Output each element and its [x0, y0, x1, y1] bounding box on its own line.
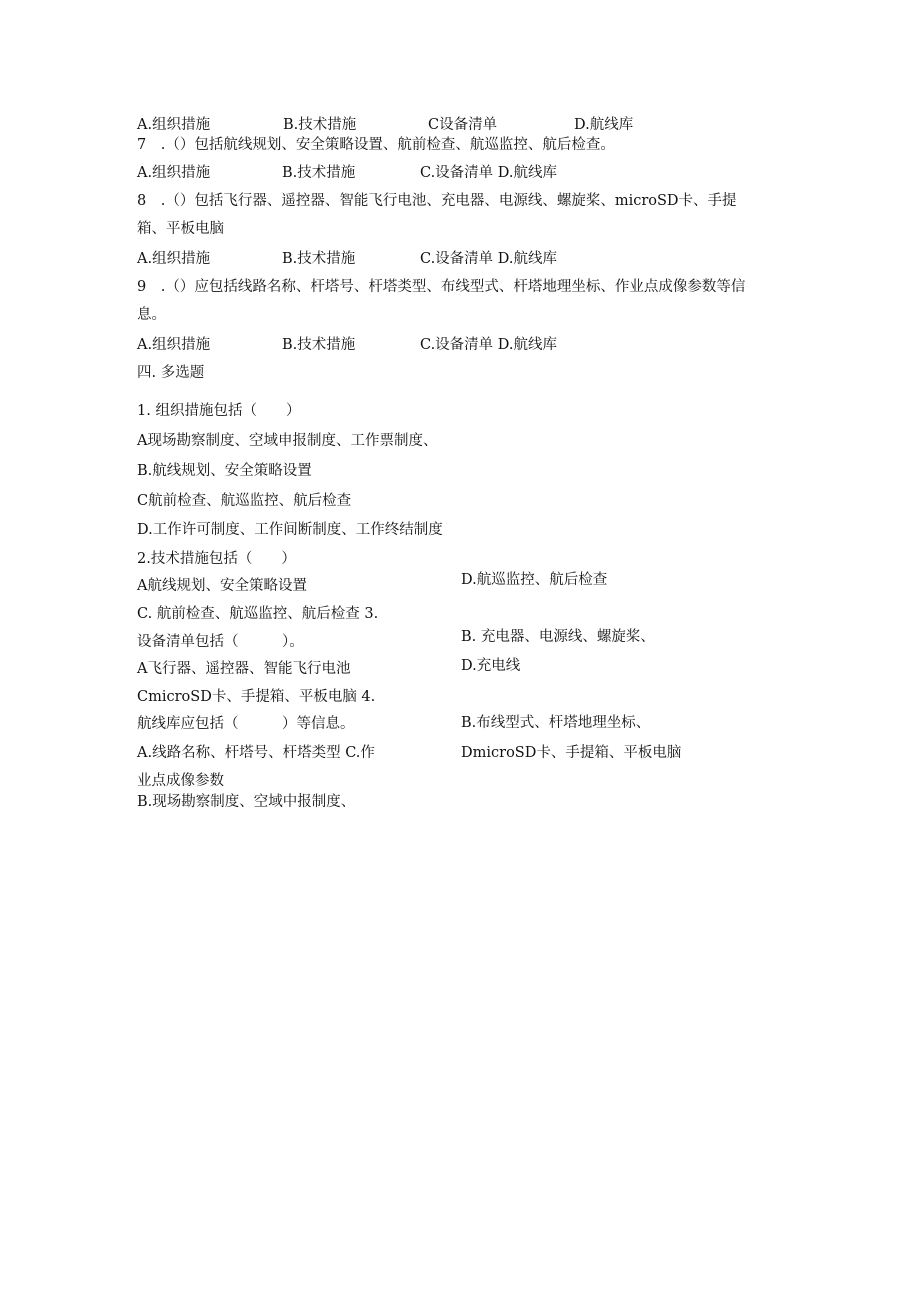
m4-stem: 航线库应包括（ ）等信息。 — [137, 716, 355, 732]
q7-option-cd: C.设备清单 D.航线库 — [420, 165, 558, 181]
m2-stem: 2.技术措施包括（ ） — [137, 551, 296, 567]
q8-stem-line1: 8 .（）包括飞行器、遥控器、智能飞行电池、充电器、电源线、螺旋桨、microSD卡、手提 — [137, 193, 737, 209]
m1-option-b: B.航线规划、安全策略设置 — [137, 463, 312, 479]
section-heading: 四. 多选题 — [137, 365, 205, 381]
q9-option-a: A.组织措施 — [137, 337, 211, 353]
q7-option-a: A.组织措施 — [137, 165, 211, 181]
q6-option-b: B.技术措施 — [283, 117, 357, 133]
m1-stem: 1. 组织措施包括（ ） — [137, 403, 301, 419]
q6-options-row — [137, 116, 797, 134]
q6-option-c: C设备清单 — [428, 117, 498, 133]
q6-option-d: D.航线库 — [574, 117, 634, 133]
m3-stem: 设备清单包括（ ）。 — [137, 634, 304, 650]
q7-options-row — [137, 164, 737, 182]
m1-option-a: A现场勘察制度、空域申报制度、工作票制度、 — [137, 433, 438, 449]
m1-option-d: D.工作许可制度、工作间断制度、工作终结制度 — [137, 522, 443, 538]
m3-option-a: A飞行器、遥控器、智能飞行电池 — [137, 661, 351, 677]
q8-option-b: B.技术措施 — [282, 251, 356, 267]
q9-option-cd: C.设备清单 D.航线库 — [420, 337, 558, 353]
m4-option-a: A.线路名称、杆塔号、杆塔类型 C.作 — [137, 745, 375, 761]
q7-option-b: B.技术措施 — [282, 165, 356, 181]
m4-option-c-continued: 业点成像参数 — [137, 773, 224, 789]
m4-option-d: DmicroSD卡、手提箱、平板电脑 — [461, 745, 682, 761]
q9-stem-line1: 9 .（）应包括线路名称、杆塔号、杆塔类型、布线型式、杆塔地理坐标、作业点成像参数等信 — [137, 279, 746, 295]
q8-option-cd: C.设备清单 D.航线库 — [420, 251, 558, 267]
m4-extra-line: B.现场勘察制度、空域中报制度、 — [137, 794, 356, 810]
m2-option-a: A航线规划、安全策略设置 — [137, 578, 307, 594]
m2-option-d: D.航巡监控、航后检查 — [461, 572, 608, 588]
q8-options-row — [137, 250, 737, 268]
m3-option-d: D.充电线 — [461, 658, 521, 674]
q8-option-a: A.组织措施 — [137, 251, 211, 267]
q9-option-b: B.技术措施 — [282, 337, 356, 353]
m2-option-c: C. 航前检查、航巡监控、航后检查 3. — [137, 606, 379, 622]
q6-option-a: A.组织措施 — [137, 117, 211, 133]
q9-stem-line2: 息。 — [137, 307, 166, 323]
m1-option-c: C航前检查、航巡监控、航后检查 — [137, 493, 352, 509]
m3-option-c: CmicroSD卡、手提箱、平板电脑 4. — [137, 689, 376, 705]
m3-option-b: B. 充电器、电源线、螺旋桨、 — [461, 629, 655, 645]
q7-stem: 7 .（）包括航线规划、安全策略设置、航前检查、航巡监控、航后检查。 — [137, 137, 615, 153]
q9-options-row — [137, 336, 737, 354]
q8-stem-line2: 箱、平板电脑 — [137, 221, 224, 237]
m4-option-b: B.布线型式、杆塔地理坐标、 — [461, 715, 651, 731]
